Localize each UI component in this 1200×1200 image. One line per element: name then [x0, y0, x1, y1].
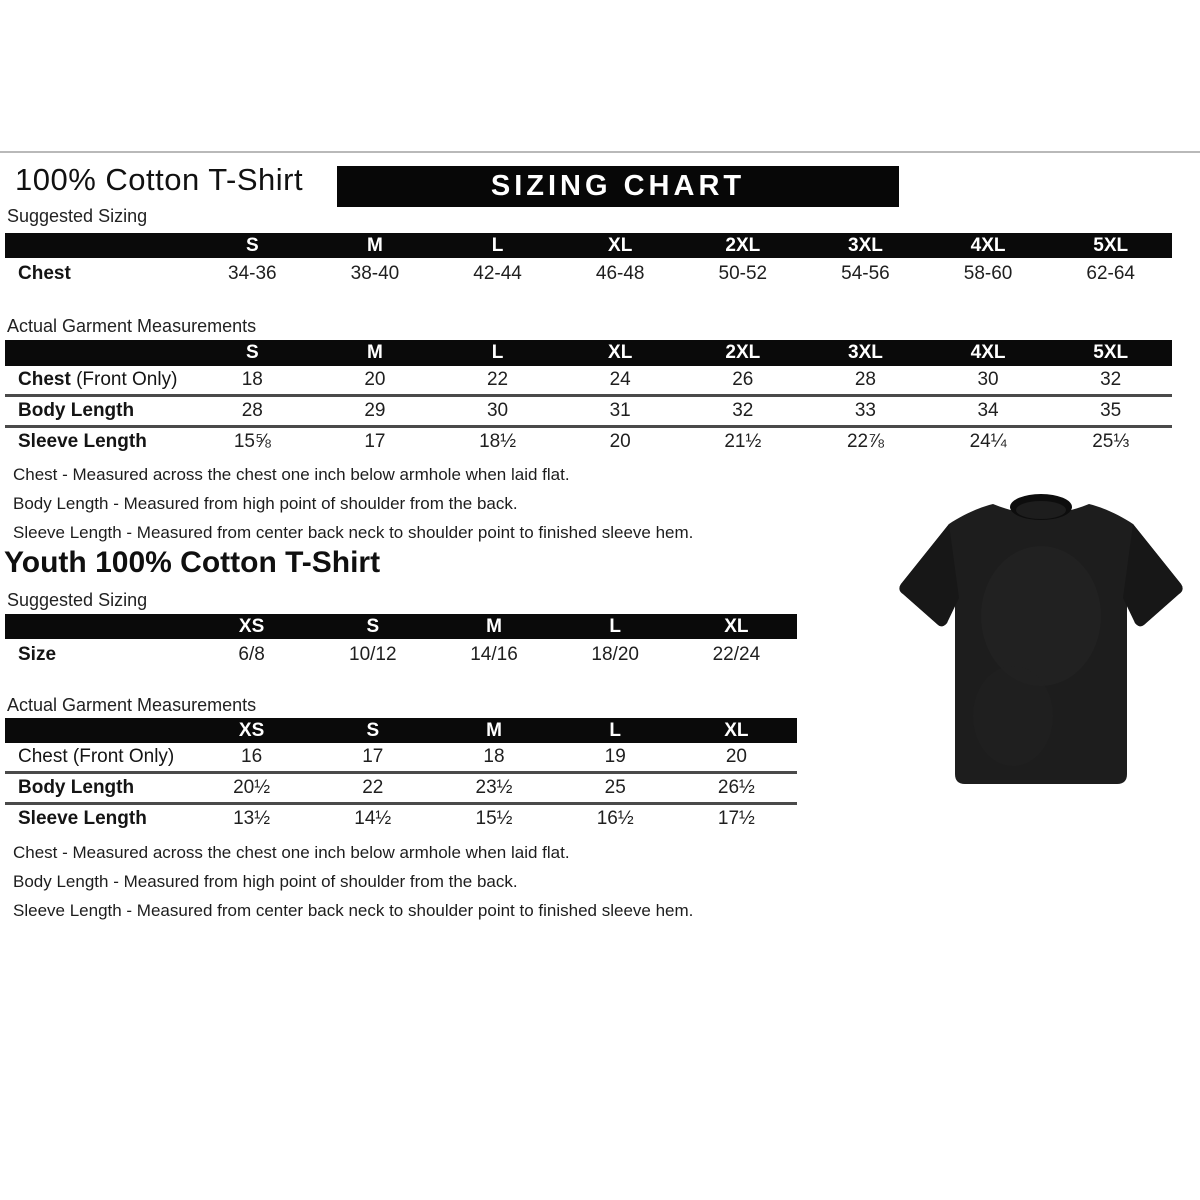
size-column-header: M — [486, 720, 502, 741]
sizing-chart-banner-label: SIZING CHART — [490, 170, 746, 202]
table-cell: 15⅝ — [233, 431, 271, 452]
table-cell: 20 — [609, 431, 631, 452]
table-cell: 21½ — [724, 431, 762, 452]
row-label: Sleeve Length — [18, 431, 147, 452]
size-column-header: 3XL — [848, 235, 883, 256]
table-cell: 24¼ — [969, 431, 1007, 452]
adult-suggested-sizing-table — [5, 233, 1172, 290]
youth-measurements-label: Actual Garment Measurements — [7, 695, 257, 715]
table-cell: 23½ — [475, 777, 513, 798]
table-cell: 19 — [604, 746, 626, 767]
youth-measurements-table — [5, 718, 797, 833]
table-header-row — [5, 614, 797, 639]
size-column-header: 2XL — [725, 342, 761, 363]
size-column-header: XS — [238, 720, 265, 741]
table-cell: 14½ — [354, 808, 392, 829]
table-row — [5, 802, 797, 833]
table-cell: 28 — [241, 400, 263, 421]
size-column-header: M — [367, 235, 383, 256]
table-cell: 34 — [977, 400, 999, 421]
table-cell: 18/20 — [591, 644, 639, 665]
header-spacer-cell — [5, 233, 191, 258]
table-header-row — [5, 233, 1172, 258]
adult-measurement-notes — [13, 460, 693, 547]
table-cell: 62-64 — [1086, 263, 1135, 284]
adult-suggested-sizing-label: Suggested Sizing — [7, 206, 148, 226]
table-cell: 16 — [241, 746, 263, 767]
table-row — [5, 743, 797, 771]
row-label: Size — [18, 644, 57, 665]
row-label: Chest — [18, 263, 71, 284]
adult-measurements-label: Actual Garment Measurements — [7, 316, 257, 336]
table-cell: 46-48 — [595, 263, 645, 284]
size-column-header: L — [491, 342, 504, 363]
size-column-header: XL — [724, 720, 749, 741]
table-cell: 18½ — [479, 431, 517, 452]
table-cell: 14/16 — [470, 644, 518, 665]
size-column-header: S — [366, 616, 380, 637]
size-column-header: S — [245, 342, 259, 363]
size-column-header: 5XL — [1093, 235, 1129, 256]
note-line: Chest - Measured across the chest one inch below armhole when laid flat. — [13, 465, 570, 484]
youth-measurement-notes — [13, 838, 693, 925]
row-label: Body Length — [18, 777, 135, 798]
row-label: Chest (Front Only) — [18, 746, 175, 767]
table-cell: 18 — [483, 746, 505, 767]
size-column-header: XL — [608, 235, 633, 256]
size-column-header: M — [486, 616, 502, 637]
table-cell: 25 — [604, 777, 626, 798]
table-cell: 15½ — [475, 808, 513, 829]
size-column-header: XS — [238, 616, 265, 637]
table-row — [5, 258, 1172, 290]
table-cell: 30 — [486, 400, 509, 421]
table-cell: 17½ — [717, 808, 755, 829]
table-cell: 25⅓ — [1092, 431, 1130, 452]
table-cell: 31 — [609, 400, 631, 421]
table-cell: 13½ — [233, 808, 271, 829]
table-cell: 22 — [486, 369, 509, 390]
table-cell: 34-36 — [228, 263, 277, 284]
table-cell: 32 — [1100, 369, 1122, 390]
table-cell: 22 — [362, 777, 384, 798]
table-header-row — [5, 340, 1172, 366]
table-cell: 54-56 — [841, 263, 890, 284]
table-cell: 28 — [854, 369, 876, 390]
tshirt-product-image — [893, 486, 1189, 808]
row-label: Sleeve Length — [18, 808, 147, 829]
table-cell: 18 — [241, 369, 263, 390]
tshirt-icon — [893, 486, 1189, 808]
size-column-header: L — [609, 720, 621, 741]
table-cell: 24 — [609, 369, 631, 390]
sizing-chart-banner — [337, 166, 899, 207]
table-cell: 26 — [732, 369, 754, 390]
table-cell: 20 — [725, 746, 747, 767]
table-row — [5, 639, 797, 670]
table-cell: 22/24 — [712, 644, 761, 665]
header-spacer-cell — [5, 718, 191, 743]
row-label-main: Chest — [18, 369, 71, 390]
size-column-header: 5XL — [1093, 342, 1129, 363]
table-cell: 20½ — [233, 777, 271, 798]
header-spacer-cell — [5, 340, 191, 366]
table-cell: 32 — [732, 400, 754, 421]
size-column-header: XL — [724, 616, 749, 637]
size-column-header: L — [491, 235, 504, 256]
table-header-row — [5, 718, 797, 743]
top-divider-line — [0, 151, 1200, 153]
adult-measurements-table — [5, 340, 1172, 456]
youth-suggested-sizing-table — [5, 614, 797, 670]
table-cell: 30 — [977, 369, 999, 390]
table-cell: 22⅞ — [846, 431, 884, 452]
row-label-suffix: (Front Only) — [70, 369, 178, 390]
youth-suggested-sizing-label: Suggested Sizing — [7, 590, 148, 610]
size-column-header: 3XL — [848, 342, 883, 363]
table-cell: 42-44 — [473, 263, 522, 284]
size-column-header: 2XL — [725, 235, 761, 256]
note-line: Sleeve Length - Measured from center back neck to shoulder point to finished sleeve hem. — [13, 523, 694, 542]
size-column-header: 4XL — [970, 235, 1006, 256]
table-cell: 50-52 — [718, 263, 768, 284]
youth-section-title: Youth 100% Cotton T-Shirt — [4, 546, 381, 579]
table-cell: 33 — [854, 400, 876, 421]
size-column-header: M — [367, 342, 383, 363]
table-cell: 58-60 — [963, 263, 1013, 284]
note-line: Body Length - Measured from high point of shoulder from the back. — [13, 494, 518, 513]
note-line: Chest - Measured across the chest one inch below armhole when laid flat. — [13, 843, 570, 862]
row-label: Body Length — [18, 400, 135, 421]
size-column-header: 4XL — [970, 342, 1006, 363]
table-row — [5, 771, 797, 802]
table-cell: 10/12 — [349, 644, 397, 665]
table-cell: 20 — [364, 369, 386, 390]
table-row — [5, 425, 1172, 456]
table-cell: 38-40 — [350, 263, 400, 284]
table-row — [5, 366, 1172, 394]
table-cell: 16½ — [596, 808, 634, 829]
note-line: Sleeve Length - Measured from center back neck to shoulder point to finished sleeve hem. — [13, 901, 694, 920]
row-label — [5, 366, 191, 394]
table-row — [5, 394, 1172, 425]
table-cell: 17 — [362, 746, 384, 767]
size-column-header: XL — [608, 342, 633, 363]
table-cell: 35 — [1100, 400, 1122, 421]
table-cell: 17 — [364, 431, 386, 452]
size-column-header: S — [245, 235, 259, 256]
table-cell: 6/8 — [238, 644, 265, 665]
table-cell: 29 — [364, 400, 386, 421]
header-spacer-cell — [5, 614, 191, 639]
size-column-header: L — [609, 616, 621, 637]
size-column-header: S — [366, 720, 380, 741]
page-title: 100% Cotton T-Shirt — [15, 162, 304, 197]
note-line: Body Length - Measured from high point of shoulder from the back. — [13, 872, 518, 891]
table-cell: 26½ — [717, 777, 755, 798]
